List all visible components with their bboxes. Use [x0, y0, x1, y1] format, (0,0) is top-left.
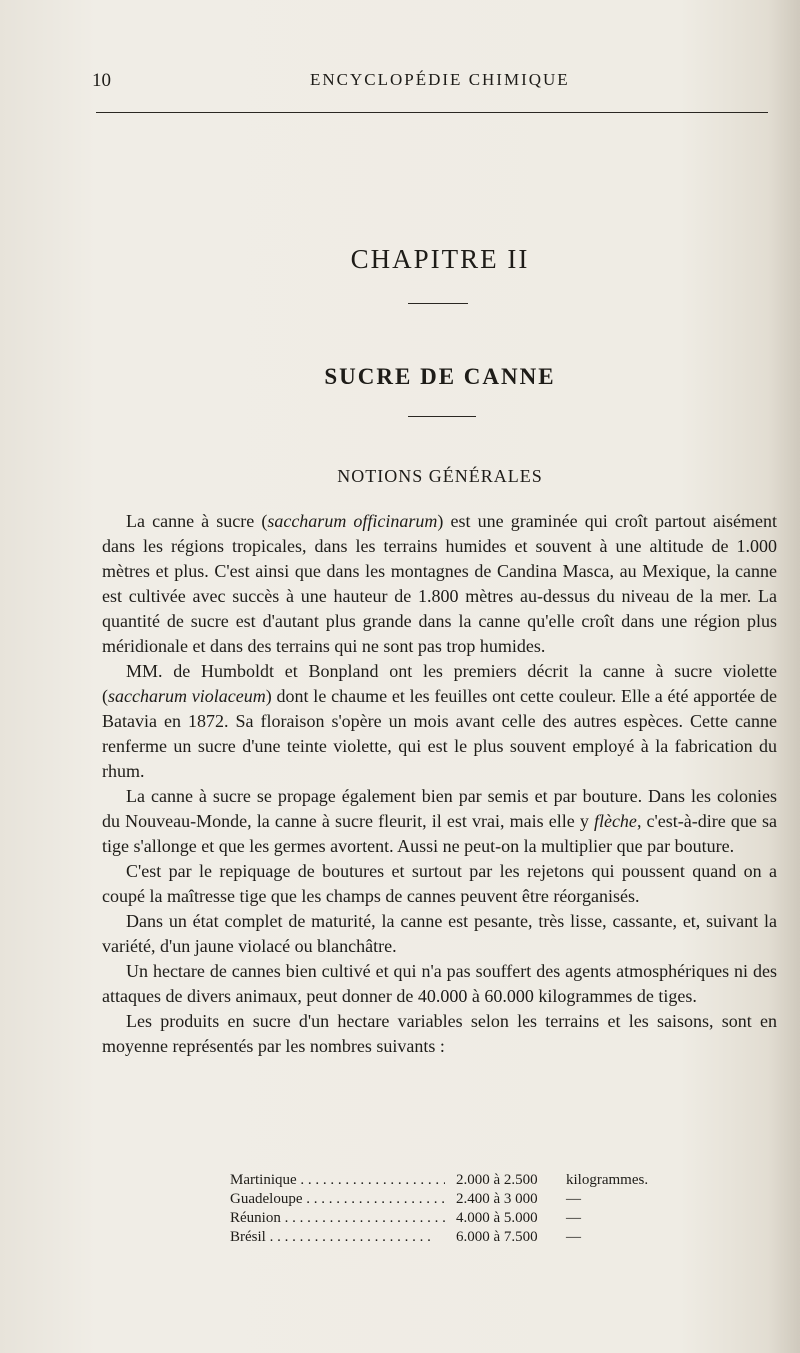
- paragraph-5: Dans un état complet de maturité, la canne est pesante, très lisse, cassante, et, suivant la variété, d'un jaune violacé ou blanchâtre.: [102, 911, 777, 956]
- region-name: Martinique . . .: [230, 1172, 445, 1189]
- section-divider: [408, 416, 476, 417]
- region-name: Brésil . . .: [230, 1229, 445, 1246]
- term-fleche: flèche: [593, 811, 637, 831]
- paragraph-4: C'est par le repiquage de boutures et surtout par les rejetons qui poussent quand on a coupé la maîtresse tige que les champs de cannes peuvent être réorganisés.: [102, 861, 777, 906]
- body-text: [102, 509, 777, 1059]
- paragraph-3-text-c: , c'est-à-dire que sa tige s'allonge et que les germes avortent. Aussi ne peut-on la multiplier que par bouture.: [102, 811, 777, 856]
- yield-unit: kilogrammes.: [566, 1172, 649, 1188]
- running-title: ENCYCLOPÉDIE CHIMIQUE: [310, 70, 570, 89]
- yield-unit: —: [566, 1210, 581, 1226]
- page-number: 10: [92, 70, 111, 91]
- yield-table: [230, 1172, 690, 1248]
- paragraph-6: Un hectare de cannes bien cultivé et qui n'a pas souffert des agents atmosphériques ni des attaques de divers animaux, peut donner de 40.000 à 60.000 kilogrammes de tiges.: [102, 961, 777, 1006]
- yield-range: 2.000 à 2.500: [456, 1172, 538, 1188]
- paragraph-2-text-c: ) dont le chaume et les feuilles ont cette couleur. Elle a été apportée de Batavia en 1872. Sa floraison s'opère un mois avant celle des autres espèces. Cette canne renferme un sucre d'une teinte violette, qui est le plus souvent employé à la fabrication du rhum.: [102, 686, 777, 781]
- paragraph-3: [102, 784, 777, 859]
- table-row: [230, 1191, 690, 1210]
- section-title: SUCRE DE CANNE: [324, 364, 556, 389]
- yield-range: 2.400 à 3 000: [456, 1191, 538, 1207]
- region-name: Réunion . . .: [230, 1210, 445, 1227]
- latin-name-violaceum: saccharum violaceum: [108, 686, 266, 706]
- paragraph-1: [102, 509, 777, 659]
- paragraph-1-text-a: La canne à sucre (: [126, 511, 268, 531]
- paragraph-7: Les produits en sucre d'un hectare variables selon les terrains et les saisons, sont en moyenne représentés par les nombres suivants :: [102, 1011, 777, 1056]
- yield-unit: —: [566, 1229, 581, 1245]
- yield-range: 6.000 à 7.500: [456, 1229, 538, 1245]
- latin-name-officinarum: saccharum officinarum: [267, 511, 438, 531]
- region-name: Guadeloupe . . .: [230, 1191, 445, 1208]
- paragraph-2: [102, 659, 777, 784]
- table-row: [230, 1172, 690, 1191]
- table-row: [230, 1229, 690, 1248]
- chapter-divider: [408, 303, 468, 304]
- paragraph-3-text-a: La canne à sucre se propage également bien par semis et par bouture. Dans les colonies du Nouveau-Monde, la canne à sucre fleurit, il est vrai, mais elle y: [102, 786, 777, 831]
- chapter-title: CHAPITRE II: [350, 244, 530, 274]
- subsection-title: NOTIONS GÉNÉRALES: [337, 466, 543, 486]
- yield-unit: —: [566, 1191, 581, 1207]
- paragraph-2-text-a: MM. de Humboldt et Bonpland ont les premiers décrit la canne à sucre violette (: [102, 661, 777, 706]
- paragraph-1-text-c: ) est une graminée qui croît partout aisément dans les régions tropicales, dans les terrains humides et souvent à une altitude de 1.000 mètres et plus. C'est ainsi que dans les montagnes de Candina Masca, au Mexique, la canne est cultivée avec succès à une hauteur de 1.800 mètres au-dessus du niveau de la mer. La quantité de sucre est d'autant plus grande dans la canne qu'elle croît dans une région plus méridionale et dans des terrains qui ne sont pas trop humides.: [102, 511, 778, 656]
- page-header: [92, 62, 772, 92]
- table-row: [230, 1210, 690, 1229]
- header-rule: [96, 112, 768, 113]
- yield-range: 4.000 à 5.000: [456, 1210, 538, 1226]
